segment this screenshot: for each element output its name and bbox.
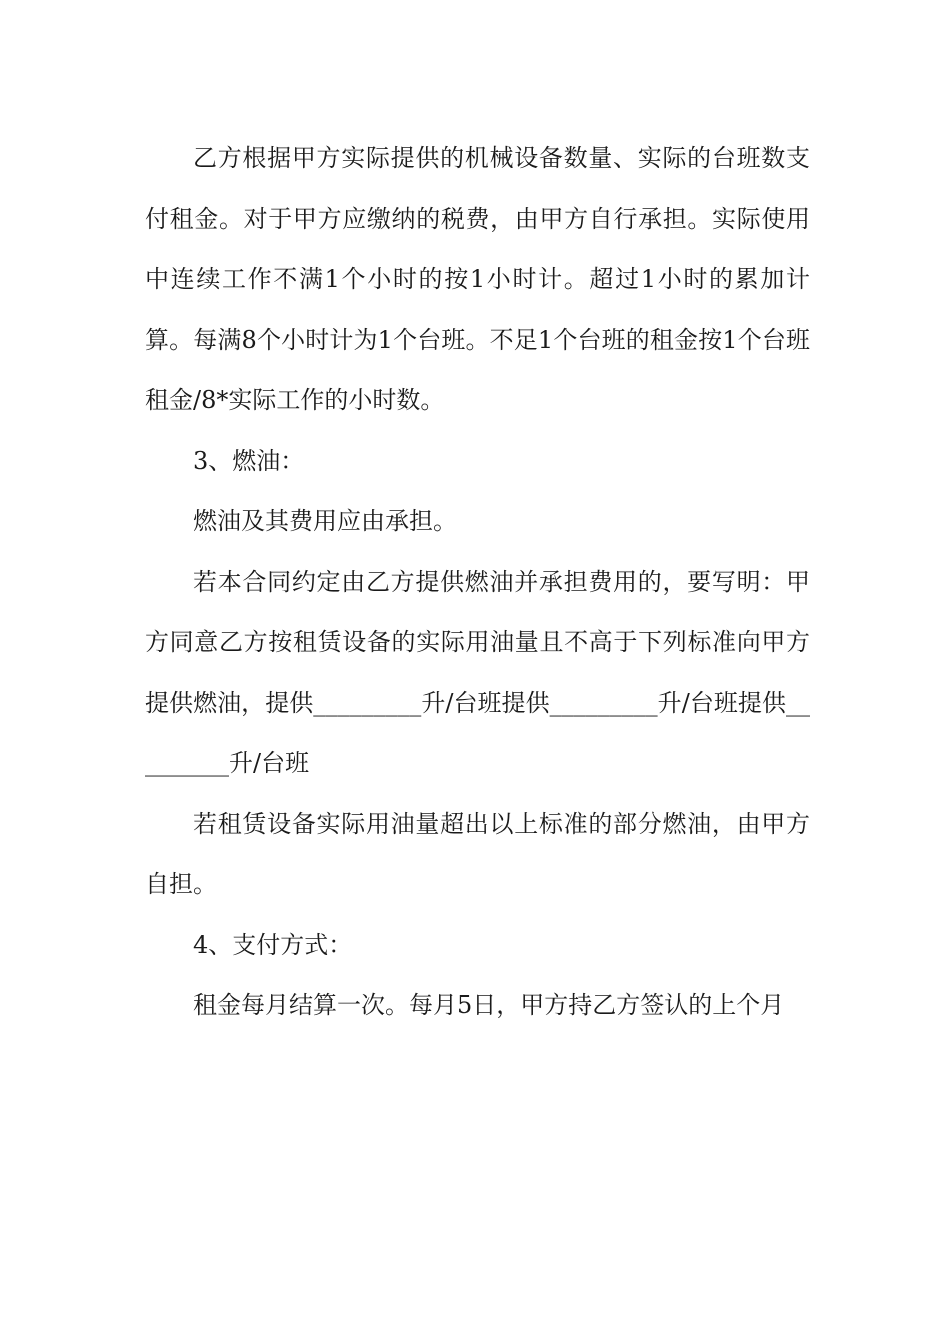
paragraph-fuel-supply: 若本合同约定由乙方提供燃油并承担费用的，要写明：甲方同意乙方按租赁设备的实际用油量且不高于下列标准向甲方提供燃油，提供_________升/台班提供_________升/台班提供_________升/台班 — [145, 567, 810, 777]
paragraph-fuel-excess: 若租赁设备实际用油量超出以上标准的部分燃油，由甲方自担。 — [145, 809, 810, 898]
paragraph-payment-settlement: 租金每月结算一次。每月5日，甲方持乙方签认的上个月 — [193, 991, 785, 1019]
section-heading-payment: 4、支付方式： — [193, 930, 353, 959]
document-body — [145, 128, 810, 1036]
paragraph-rent-payment: 乙方根据甲方实际提供的机械设备数量、实际的台班数支付租金。对于甲方应缴纳的税费，由甲方自行承担。实际使用中连续工作不满1个小时的按1小时计。超过1小时的累加计算。每满8个小时计为1个台班。不足1个台班的租金按1个台班租金/8*实际工作的小时数。 — [145, 144, 810, 414]
section-heading-fuel: 3、燃油： — [193, 446, 305, 475]
paragraph-fuel-cost: 燃油及其费用应由承担。 — [193, 507, 457, 535]
